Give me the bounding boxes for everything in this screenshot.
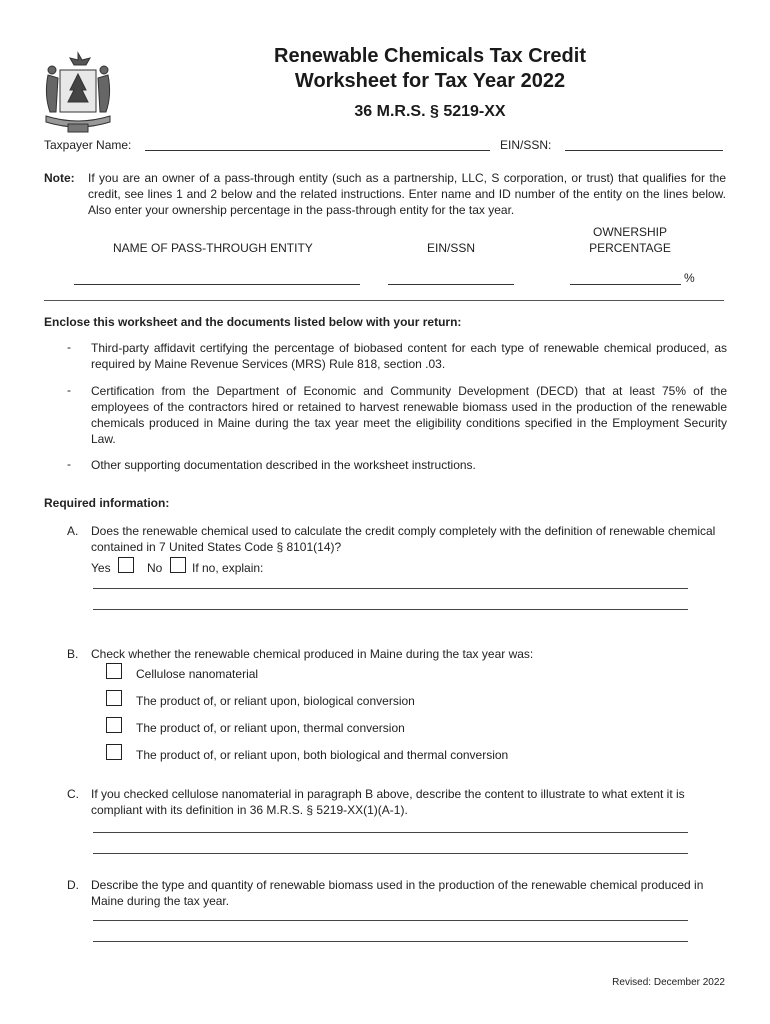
section-divider bbox=[44, 300, 724, 301]
form-title-line1: Renewable Chemicals Tax Credit bbox=[274, 45, 586, 67]
explain-label: If no, explain: bbox=[192, 561, 264, 575]
question-b-letter: B. bbox=[67, 647, 79, 661]
entity-ein-field[interactable] bbox=[388, 284, 514, 285]
entity-name-field[interactable] bbox=[74, 284, 360, 285]
revised-date: Revised: December 2022 bbox=[612, 977, 725, 988]
bullet-dash: - bbox=[67, 383, 71, 397]
option-thermal-checkbox[interactable] bbox=[106, 717, 122, 733]
explain-line-1[interactable] bbox=[93, 588, 688, 589]
question-c-letter: C. bbox=[67, 787, 79, 801]
ein-ssn-label: EIN/SSN: bbox=[500, 138, 552, 152]
explain-line-2[interactable] bbox=[93, 609, 688, 610]
describe-d-line-1[interactable] bbox=[93, 920, 688, 921]
no-checkbox[interactable] bbox=[170, 557, 186, 573]
col-ownership-1: OWNERSHIP bbox=[592, 225, 667, 239]
no-label: No bbox=[147, 561, 163, 575]
option-thermal-label: The product of, or reliant upon, thermal conversion bbox=[136, 721, 405, 735]
question-b-text: Check whether the renewable chemical produced in Maine during the tax year was: bbox=[91, 647, 534, 661]
note-label: Note: bbox=[44, 171, 75, 185]
state-seal-icon bbox=[40, 50, 116, 136]
col-entity-name: NAME OF PASS-THROUGH ENTITY bbox=[113, 241, 313, 255]
option-both-label: The product of, or reliant upon, both biological and thermal conversion bbox=[136, 748, 509, 762]
col-ein-ssn: EIN/SSN bbox=[427, 241, 476, 255]
required-heading: Required information: bbox=[44, 496, 170, 510]
question-c-text: If you checked cellulose nanomaterial in paragraph B above, describe the content to illustrate to what extent it is compliant with its definition in 36 M.R.S. § 5219-XX(1)(A-1). bbox=[91, 787, 685, 817]
option-cellulose-checkbox[interactable] bbox=[106, 663, 122, 679]
question-d-letter: D. bbox=[67, 878, 79, 892]
option-cellulose-label: Cellulose nanomaterial bbox=[136, 667, 259, 681]
col-ownership-2: PERCENTAGE bbox=[589, 241, 671, 255]
yes-checkbox[interactable] bbox=[118, 557, 134, 573]
enclose-item-certification: Certification from the Department of Economic and Community Development (DECD) that at least 75% of the employees of the contractors hired or retained to harvest renewable biomass used in the production of the renewable chemicals produced in Maine during the tax year meet the eligibility conditions specified in the Employment Security Law. bbox=[91, 384, 727, 446]
option-biological-checkbox[interactable] bbox=[106, 690, 122, 706]
form-title-line2: Worksheet for Tax Year 2022 bbox=[294, 70, 566, 92]
describe-c-line-1[interactable] bbox=[93, 832, 688, 833]
percent-sign: % bbox=[684, 271, 695, 285]
describe-c-line-2[interactable] bbox=[93, 853, 688, 854]
ownership-percent-field[interactable] bbox=[570, 284, 681, 285]
bullet-dash: - bbox=[67, 457, 71, 471]
option-both-checkbox[interactable] bbox=[106, 744, 122, 760]
ein-ssn-field[interactable] bbox=[565, 150, 723, 151]
statute-reference: 36 M.R.S. § 5219-XX bbox=[354, 103, 506, 120]
note-text: If you are an owner of a pass-through entity (such as a partnership, LLC, S corporation, or trust) that qualifies for the credit, see lines 1 and 2 below and the related instructions. Enter name and ID number of the entity on the lines below. Also enter your ownership percentage in the pass-through entity for the tax year. bbox=[88, 171, 726, 217]
describe-d-line-2[interactable] bbox=[93, 941, 688, 942]
option-biological-label: The product of, or reliant upon, biological conversion bbox=[136, 694, 415, 708]
enclose-item-other: Other supporting documentation described in the worksheet instructions. bbox=[91, 458, 476, 472]
yes-label: Yes bbox=[91, 561, 111, 575]
taxpayer-name-label: Taxpayer Name: bbox=[44, 138, 132, 152]
taxpayer-name-field[interactable] bbox=[145, 150, 490, 151]
question-a-text: Does the renewable chemical used to calculate the credit comply completely with the definition of renewable chemical contained in 7 United States Code § 8101(14)? bbox=[91, 524, 716, 554]
enclose-heading: Enclose this worksheet and the documents listed below with your return: bbox=[44, 315, 462, 329]
enclose-item-affidavit: Third-party affidavit certifying the percentage of biobased content for each type of renewable chemical produced, as required by Maine Revenue Services (MRS) Rule 818, section .03. bbox=[91, 341, 727, 371]
question-a-letter: A. bbox=[67, 524, 79, 538]
question-d-text: Describe the type and quantity of renewable biomass used in the production of the renewable chemical produced in Maine during the tax year. bbox=[91, 878, 704, 908]
bullet-dash: - bbox=[67, 340, 71, 354]
